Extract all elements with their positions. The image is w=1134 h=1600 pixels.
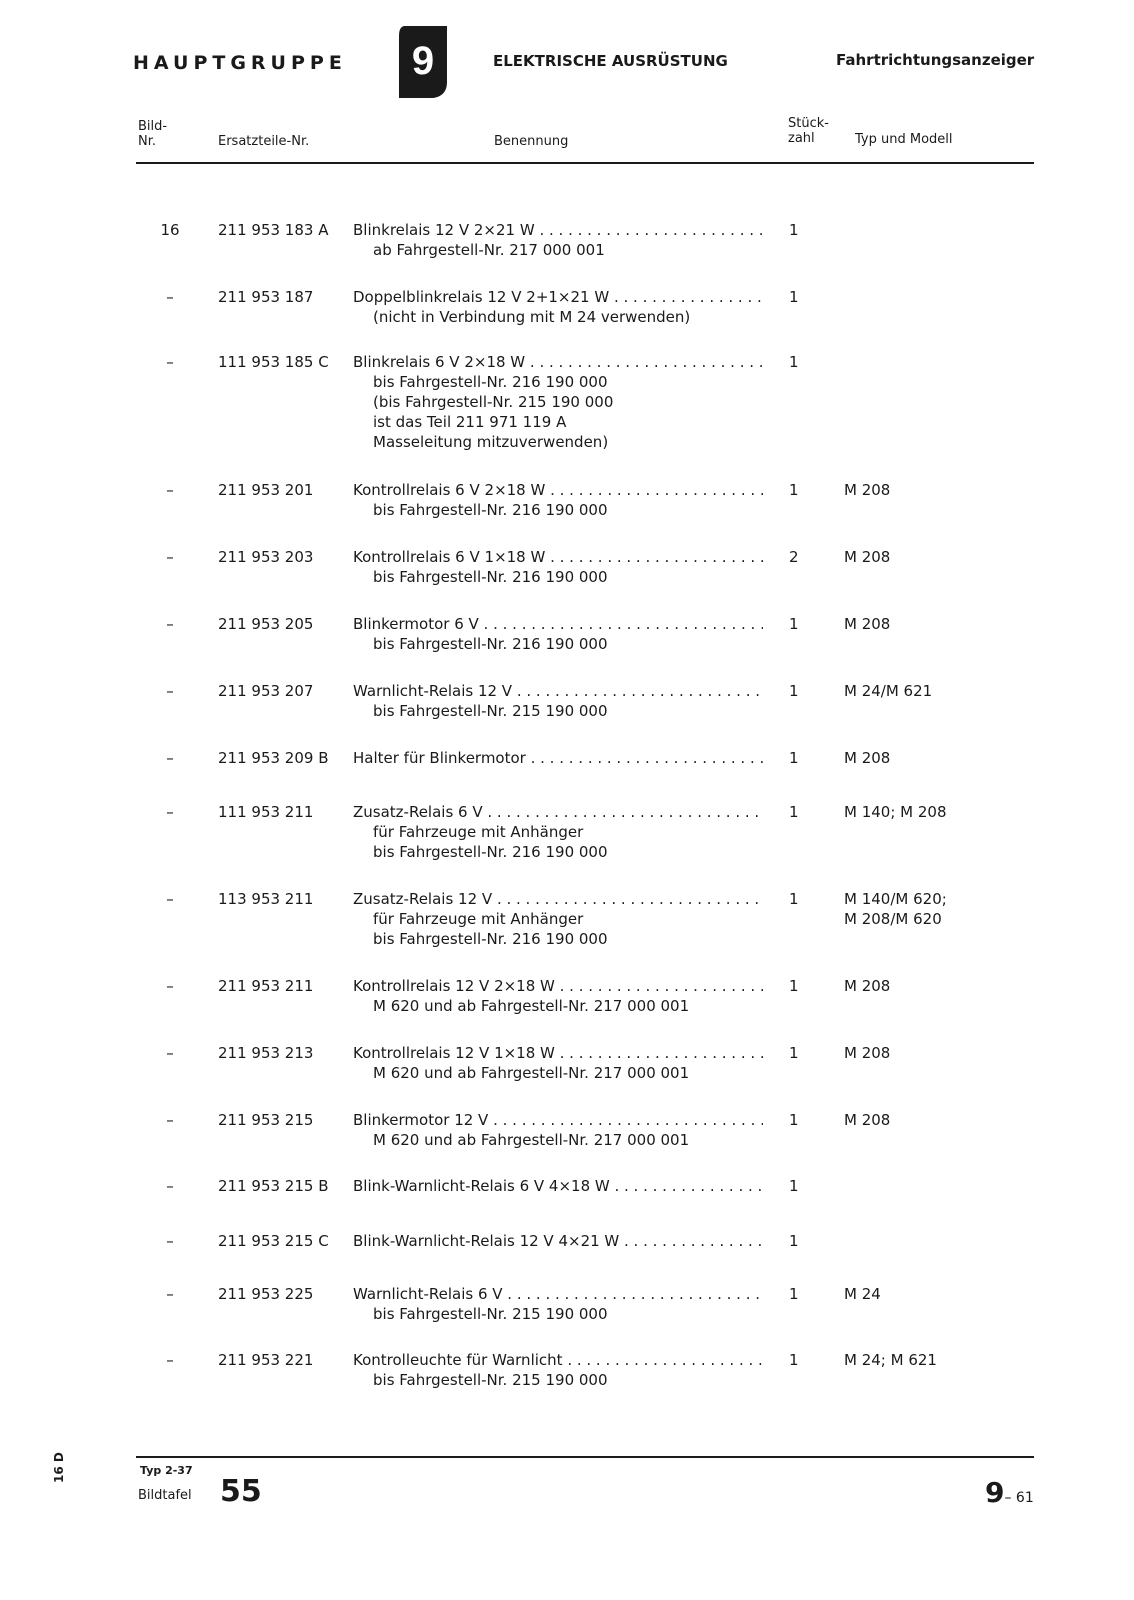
bild-nr: – [166,288,174,306]
quantity: 1 [789,803,799,821]
part-number: 111 953 211 [218,803,314,821]
description-main: Doppelblinkrelais 12 V 2+1×21 W . . . [353,287,763,307]
description-main: Halter für Blinkermotor . . . [353,748,763,768]
bild-nr: – [166,548,174,566]
part-number: 211 953 225 [218,1285,314,1303]
description [353,614,763,654]
part-number: 211 953 205 [218,615,314,633]
model-line: M 208/M 620 [844,910,942,928]
type-model [844,1350,937,1370]
bild-nr: – [166,353,174,371]
bild-nr: – [166,682,174,700]
bildtafel-number: 55 [220,1474,262,1509]
description-main: Kontrollrelais 6 V 2×18 W . . . [353,480,763,500]
type-model [844,614,890,634]
description-note: M 620 und ab Fahrgestell-Nr. 217 000 001 [373,997,690,1015]
bild-nr: – [166,1232,174,1250]
model-line: M 208 [844,548,891,566]
description-main: Blinkermotor 12 V . . . [353,1110,763,1130]
description-main: Zusatz-Relais 12 V . . . [353,889,763,909]
description [353,802,763,862]
description-main: Zusatz-Relais 6 V . . . [353,802,763,822]
bild-nr: – [166,481,174,499]
quantity: 1 [789,221,799,239]
description-note: M 620 und ab Fahrgestell-Nr. 217 000 001 [373,1064,690,1082]
quantity: 1 [789,977,799,995]
bild-nr: – [166,977,174,995]
quantity: 1 [789,1351,799,1369]
group-number: 9 [411,39,435,83]
description-main: Blinkermotor 6 V . . . [353,614,763,634]
description [353,352,763,452]
description [353,1110,763,1150]
type-model [844,1110,890,1130]
type-model [844,802,947,822]
description [353,681,763,721]
description [353,220,763,260]
description-note: bis Fahrgestell-Nr. 215 190 000 [373,1305,608,1323]
col-benennung: Benennung [494,134,569,149]
model-line: M 208 [844,1044,891,1062]
description-note: ist das Teil 211 971 119 A [373,413,567,431]
description-note: M 620 und ab Fahrgestell-Nr. 217 000 001 [373,1131,690,1149]
side-code: 16 D [52,1452,66,1483]
description-main: Kontrolleuchte für Warnlicht . . . [353,1350,763,1370]
description [353,976,763,1016]
description-main: Kontrollrelais 12 V 1×18 W . . . [353,1043,763,1063]
description-note: bis Fahrgestell-Nr. 216 190 000 [373,635,608,653]
description-main: Blinkrelais 6 V 2×18 W . . . [353,352,763,372]
type-model [844,976,890,996]
col-stueckzahl: Stück- zahl [788,116,829,146]
description [353,889,763,949]
quantity: 1 [789,481,799,499]
hauptgruppe-label: HAUPTGRUPPE [133,52,347,74]
model-line: M 208 [844,749,891,767]
part-number: 211 953 213 [218,1044,314,1062]
quantity: 1 [789,749,799,767]
type-model [844,1043,890,1063]
description-note: für Fahrzeuge mit Anhänger [373,910,584,928]
description-main: Kontrollrelais 6 V 1×18 W . . . [353,547,763,567]
model-line: M 208 [844,977,891,995]
bild-nr: – [166,1044,174,1062]
quantity: 1 [789,890,799,908]
description-note: Masseleitung mitzuverwenden) [373,433,609,451]
description [353,1350,763,1390]
part-number: 211 953 215 [218,1111,314,1129]
description-note: bis Fahrgestell-Nr. 216 190 000 [373,930,608,948]
part-number: 211 953 211 [218,977,314,995]
quantity: 1 [789,1285,799,1303]
description [353,480,763,520]
footer-rule [136,1456,1034,1458]
model-line: M 24 [844,1285,881,1303]
col-typ-modell: Typ und Modell [855,132,953,147]
description-note: für Fahrzeuge mit Anhänger [373,823,584,841]
page-number: 9– 61 [985,1476,1034,1509]
bild-nr: – [166,1177,174,1195]
description [353,547,763,587]
bild-nr: – [166,749,174,767]
quantity: 1 [789,1111,799,1129]
description [353,1284,763,1324]
header-rule [136,162,1034,164]
description [353,1231,763,1251]
part-number: 113 953 211 [218,890,314,908]
type-model [844,681,932,701]
quantity: 1 [789,615,799,633]
description [353,287,763,327]
bild-nr: – [166,1285,174,1303]
description-main: Kontrollrelais 12 V 2×18 W . . . [353,976,763,996]
quantity: 1 [789,288,799,306]
type-model [844,889,947,929]
part-number: 211 953 187 [218,288,314,306]
model-line: M 140/M 620; [844,890,947,908]
part-number: 211 953 221 [218,1351,314,1369]
description-note: (nicht in Verbindung mit M 24 verwenden) [373,308,691,326]
model-line: M 208 [844,1111,891,1129]
quantity: 1 [789,1044,799,1062]
quantity: 1 [789,1232,799,1250]
type-code: Typ 2-37 [140,1464,193,1477]
type-model [844,1284,881,1304]
description-note: bis Fahrgestell-Nr. 215 190 000 [373,1371,608,1389]
bild-nr: 16 [160,221,180,239]
type-model [844,748,890,768]
part-number: 211 953 215 C [218,1232,329,1250]
quantity: 2 [789,548,799,566]
model-line: M 140; M 208 [844,803,947,821]
description [353,1176,763,1196]
part-number: 211 953 203 [218,548,314,566]
description [353,748,763,768]
part-number: 211 953 209 B [218,749,329,767]
model-line: M 208 [844,615,891,633]
description-main: Blinkrelais 12 V 2×21 W . . . [353,220,763,240]
type-model [844,547,890,567]
part-number: 211 953 215 B [218,1177,329,1195]
description-note: (bis Fahrgestell-Nr. 215 190 000 [373,393,614,411]
description-note: bis Fahrgestell-Nr. 216 190 000 [373,373,608,391]
part-number: 211 953 201 [218,481,314,499]
description-note: bis Fahrgestell-Nr. 216 190 000 [373,501,608,519]
bild-nr: – [166,890,174,908]
col-ersatzteil: Ersatzteile-Nr. [218,134,310,149]
description-main: Warnlicht-Relais 6 V . . . [353,1284,763,1304]
model-line: M 24/M 621 [844,682,933,700]
quantity: 1 [789,353,799,371]
bild-nr: – [166,1351,174,1369]
description-note: bis Fahrgestell-Nr. 215 190 000 [373,702,608,720]
group-number-badge [395,22,451,100]
bildtafel-label: Bildtafel [138,1488,192,1503]
part-number: 211 953 207 [218,682,314,700]
description [353,1043,763,1083]
model-line: M 208 [844,481,891,499]
description-note: bis Fahrgestell-Nr. 216 190 000 [373,843,608,861]
part-number: 111 953 185 C [218,353,329,371]
description-main: Blink-Warnlicht-Relais 6 V 4×18 W . . . [353,1176,763,1196]
description-note: bis Fahrgestell-Nr. 216 190 000 [373,568,608,586]
col-bild-nr: Bild- Nr. [138,119,168,149]
bild-nr: – [166,1111,174,1129]
quantity: 1 [789,1177,799,1195]
description-note: ab Fahrgestell-Nr. 217 000 001 [373,241,605,259]
bild-nr: – [166,615,174,633]
bild-nr: – [166,803,174,821]
description-main: Warnlicht-Relais 12 V . . . [353,681,763,701]
group-name: ELEKTRISCHE AUSRÜSTUNG [493,52,728,70]
part-number: 211 953 183 A [218,221,329,239]
model-line: M 24; M 621 [844,1351,937,1369]
quantity: 1 [789,682,799,700]
section-title: Fahrtrichtungsanzeiger [836,51,1035,69]
description-main: Blink-Warnlicht-Relais 12 V 4×21 W . . . [353,1231,763,1251]
type-model [844,480,890,500]
